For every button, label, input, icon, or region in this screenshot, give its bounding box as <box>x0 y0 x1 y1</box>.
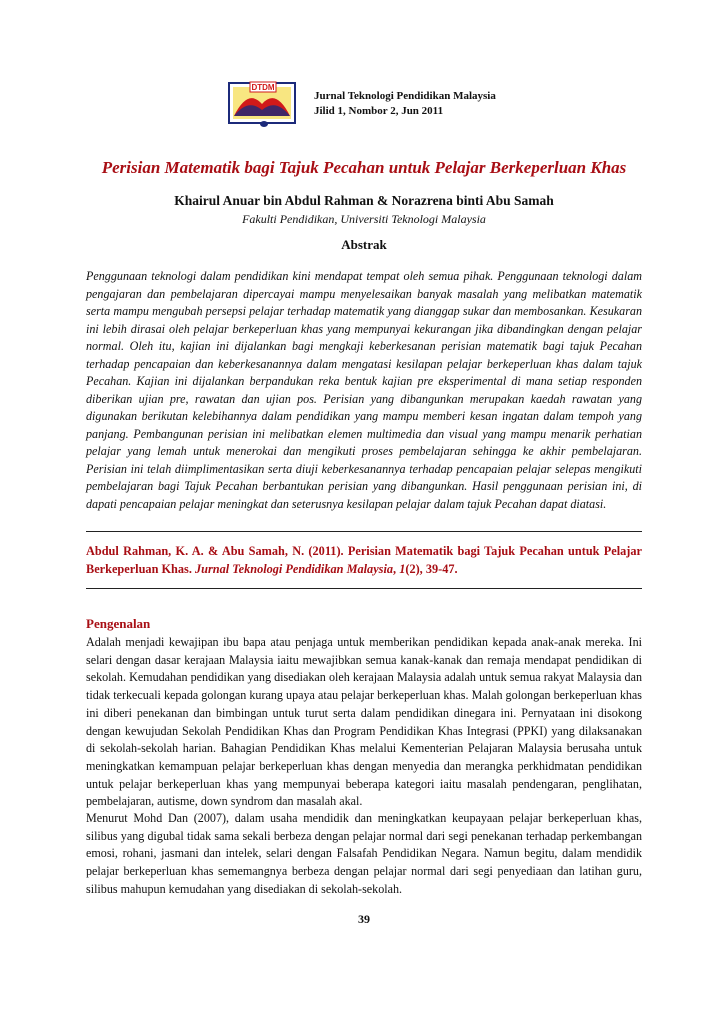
divider-bottom <box>86 588 642 589</box>
logo-text: DTDM <box>251 83 275 92</box>
citation-authors-title: Abdul Rahman, K. A. & Abu Samah, N. (2011). Perisian Matematik bagi Tajuk Pecahan untuk Pelajar Berkeperluan Khas. <box>86 544 642 576</box>
citation-journal: Jurnal Teknologi Pendidikan Malaysia <box>194 562 394 576</box>
paper-title: Perisian Matematik bagi Tajuk Pecahan untuk Pelajar Berkeperluan Khas <box>101 158 627 177</box>
divider-top <box>86 531 642 532</box>
citation-issue-pages: (2), 39-47. <box>405 562 458 576</box>
abstract-heading: Abstrak <box>341 237 387 252</box>
section-heading-pengenalan: Pengenalan <box>86 616 151 631</box>
journal-volume: Jilid 1, Nombor 2, Jun 2011 <box>314 105 444 117</box>
abstract-text: Penggunaan teknologi dalam pendidikan kini mendapat tempat oleh semua pihak. Penggunaan teknologi dalam pengajaran dan pembelajaran dipercayai mampu menyelesaikan banyak masalah yang melibatkan matematik serta mampu mengubah persepsi pelajar terhadap matematik yang dianggap sukar dan membosankan. Kesukaran ini lebih dirasai oleh pelajar berkeperluan khas yang mempunyai kekurangan jika dibandingkan dengan pelajar normal. Oleh itu, kajian ini dijalankan bagi mengkaji keberkesanan perisian matematik bagi tajuk Pecahan terhadap pencapaian dan keberkesanannya dalam mengatasi kesilapan pelajar berkeperluan khas dalam tajuk Pecahan. Kajian ini dijalankan berpandukan reka bentuk kajian pre eksperimental di mana setiap responden diberikan ujian pre, rawatan dan ujian pos. Perisian yang dibangunkan merupakan kaedah rawatan yang digunakan berikutan kelebihannya dalam pendidikan yang mampu memberi kesan ingatan dalam tempoh yang panjang. Pembangunan perisian ini melibatkan elemen multimedia dan visual yang mampu menarik perhatian pelajar yang lemah untuk menerokai dan mengikuti proses pembelajaran sehingga ke akhir pembelajaran. Perisian ini telah diimplimentasikan serta diuji keberkesanannya terhadap pencapaian pelajar selepas mengikuti pembelajaran bagi Tajuk Pecahan berbantukan perisian yang dibangunkan. Hasil penggunaan perisian ini, di dapati pencapaian pelajar meningkat dan seterusnya kesilapan pelajar dalam tajuk Pecahan dapat diatasi. <box>86 269 642 511</box>
author-affiliation: Fakulti Pendidikan, Universiti Teknologi Malaysia <box>242 212 486 226</box>
page-number: 39 <box>358 912 370 926</box>
paper-authors: Khairul Anuar bin Abdul Rahman & Norazrena binti Abu Samah <box>174 193 554 208</box>
journal-logo-icon <box>228 80 300 128</box>
citation <box>86 542 642 578</box>
citation-separator: , <box>393 562 400 576</box>
body-paragraph-1: Adalah menjadi kewajipan ibu bapa atau penjaga untuk memberikan pendidikan kepada anak-anak mereka. Ini selari dengan dasar kerajaan Malaysia iaitu mewajibkan semua kanak-kanak dan remaja mendapat pendidikan di sekolah. Kemudahan pendidikan yang disediakan oleh kerajaan Malaysia adalah untuk semua rakyat Malaysia dan tidak terkecuali kepada golongan kurang upaya atau pelajar berkeperluan khas. Malah golongan berkeperluan khas ini diberi penekanan dan bimbingan untuk turut serta dalam pendidikan dinegara ini. Pernyataan ini disokong dengan kewujudan Sekolah Pendidikan Khas dan Program Pendidikan Khas Integrasi (PPKI) yang dilaksanakan di sekolah-sekolah harian. Bahagian Pendidikan Khas melalui Kementerian Pelajaran Malaysia berusaha untuk meningkatkan kemampuan pelajar berkeperluan khas dengan menyedia dan merangka perkhidmatan pendidikan untuk pelajar berkeperluan khas yang mempunyai beberapa kategori iaitu masalah pendengaran, penglihatan, pembelajaran, autisme, down syndrom dan masalah akal. <box>86 635 642 809</box>
citation-volume: 1 <box>399 562 406 576</box>
journal-info <box>314 89 496 119</box>
journal-header <box>228 80 528 130</box>
body-paragraph-2: Menurut Mohd Dan (2007), dalam usaha mendidik dan meningkatkan keupayaan pelajar berkeperluan khas, silibus yang digubal tidak sama sekali berbeza dengan pelajar normal dari segi penekanan terhadap perkembangan emosi, rohani, jasmani dan intelek, selari dengan Falsafah Pendidikan Negara. Namun begitu, dalam mendidik pelajar berkeperluan khas sememangnya berbeza dengan pelajar normal dari segi penyediaan dan latihan guru, silibus mahupun kemudahan yang disediakan di sekolah-sekolah. <box>86 811 642 896</box>
journal-name: Jurnal Teknologi Pendidikan Malaysia <box>314 90 496 102</box>
